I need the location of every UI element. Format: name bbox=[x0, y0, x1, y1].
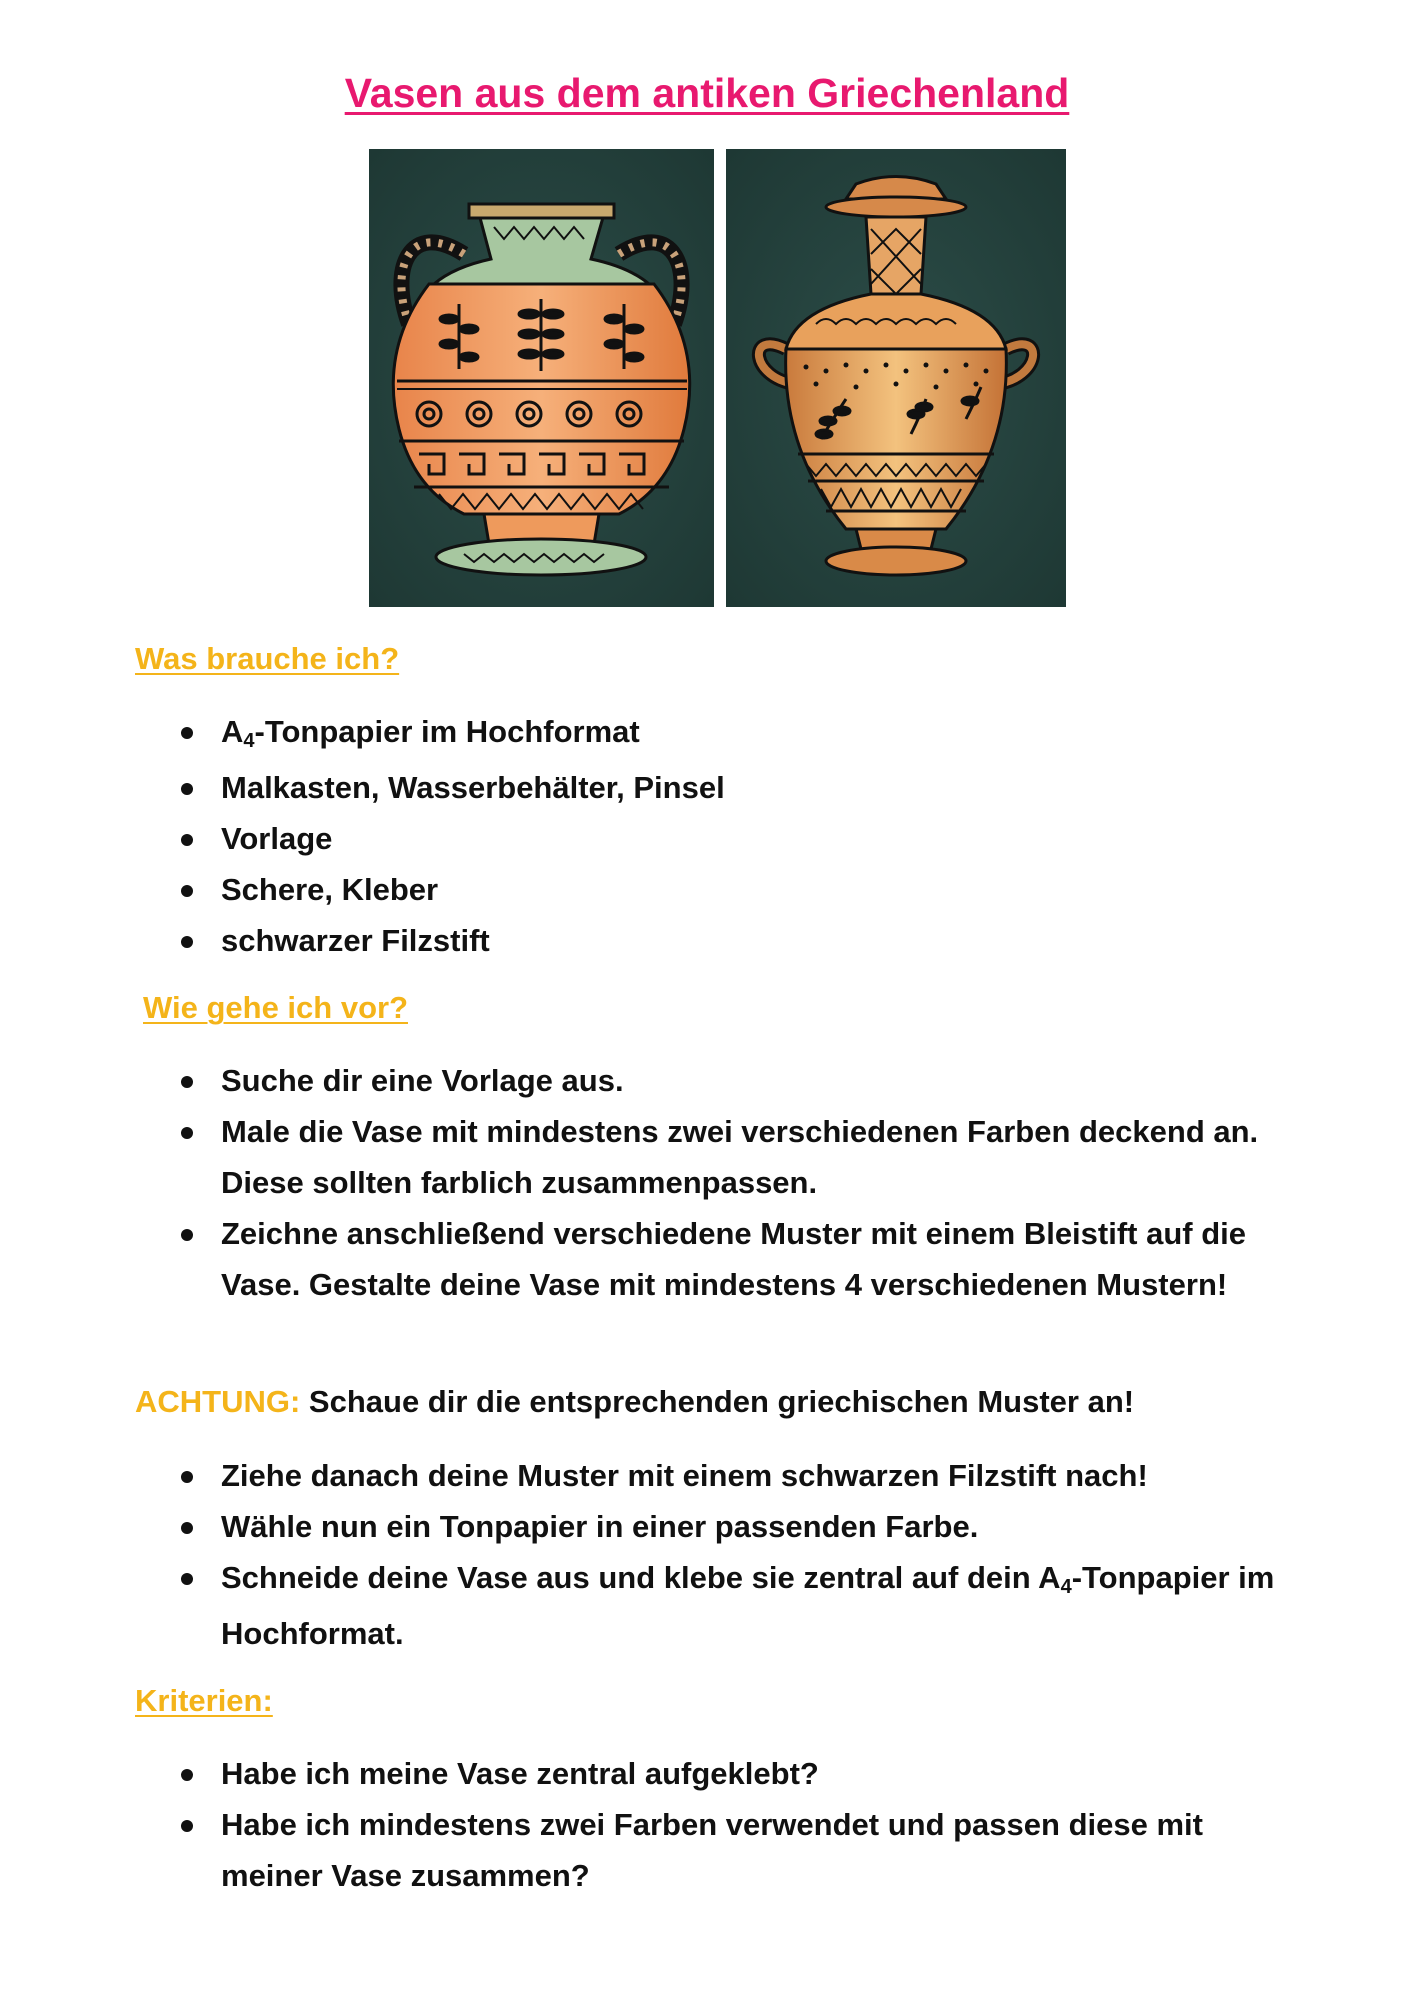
notice-text: Schaue dir die entsprechenden griechischen Muster an! bbox=[300, 1384, 1135, 1419]
materials-list bbox=[176, 706, 1306, 966]
list-item: Schere, Kleber bbox=[176, 864, 1306, 915]
notice-label: ACHTUNG: bbox=[135, 1384, 301, 1419]
list-item: Vorlage bbox=[176, 813, 1306, 864]
materials-heading: Was brauche ich? bbox=[135, 641, 400, 676]
list-item: Habe ich mindestens zwei Farben verwendet und passen diese mit meiner Vase zusammen? bbox=[176, 1799, 1306, 1901]
list-item: A4-Tonpapier im Hochformat bbox=[176, 706, 1306, 762]
list-item: Zeichne anschließend verschiedene Muster mit einem Bleistift auf die Vase. Gestalte deine Vase mit mindestens 4 verschiedenen Mustern! bbox=[176, 1208, 1306, 1310]
list-item: Ziehe danach deine Muster mit einem schwarzen Filzstift nach! bbox=[176, 1450, 1306, 1501]
list-item: Wähle nun ein Tonpapier in einer passenden Farbe. bbox=[176, 1501, 1306, 1552]
list-item: Habe ich meine Vase zentral aufgeklebt? bbox=[176, 1748, 1306, 1799]
steps-list-continued bbox=[176, 1450, 1306, 1659]
list-item: Malkasten, Wasserbehälter, Pinsel bbox=[176, 762, 1306, 813]
criteria-heading: Kriterien: bbox=[135, 1683, 273, 1718]
steps-list bbox=[176, 1055, 1306, 1310]
steps-heading: Wie gehe ich vor? bbox=[143, 990, 408, 1025]
criteria-list bbox=[176, 1748, 1306, 1901]
list-item: Schneide deine Vase aus und klebe sie zentral auf dein A4-Tonpapier im Hochformat. bbox=[176, 1552, 1306, 1659]
lekythos-vase-image bbox=[726, 149, 1066, 607]
notice bbox=[135, 1384, 1134, 1420]
list-item: Suche dir eine Vorlage aus. bbox=[176, 1055, 1306, 1106]
amphora-vase-image bbox=[369, 149, 714, 607]
list-item: schwarzer Filzstift bbox=[176, 915, 1306, 966]
list-item: Male die Vase mit mindestens zwei verschiedenen Farben deckend an. Diese sollten farblich zusammenpassen. bbox=[176, 1106, 1306, 1208]
page-title: Vasen aus dem antiken Griechenland bbox=[344, 70, 1070, 116]
